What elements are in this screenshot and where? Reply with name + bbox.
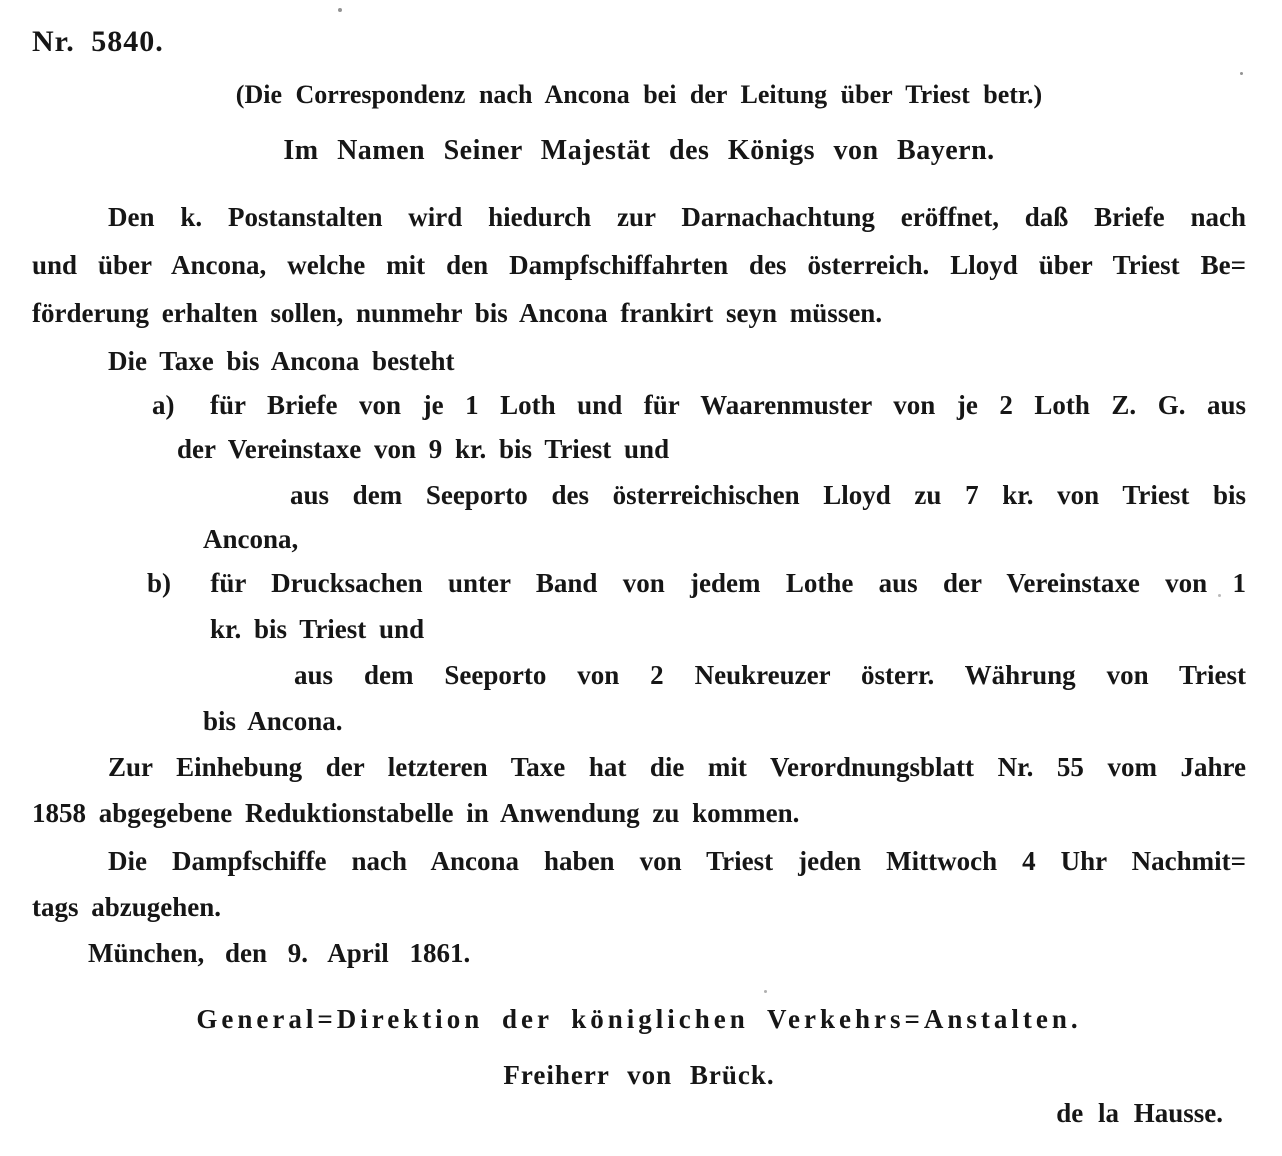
signature-name: Freiherr von Brück.: [503, 1060, 775, 1090]
list-item-a-line-2: der Vereinstaxe von 9 kr. bis Triest und: [177, 434, 670, 464]
list-item-a-line-3: aus dem Seeporto des österreichischen Lloyd zu 7 kr. von Triest bis: [290, 480, 1246, 510]
invocation-heading: Im Namen Seiner Majestät des Königs von Bayern.: [283, 135, 995, 166]
document-number: Nr. 5840.: [32, 25, 164, 58]
subject-line: (Die Correspondenz nach Ancona bei der Leitung über Triest betr.): [235, 80, 1043, 109]
paragraph-3-line-2: 1858 abgegebene Reduktionstabelle in Anwendung zu kommen.: [32, 798, 800, 828]
list-item-b-line-1: [147, 566, 1246, 600]
paragraph-4-line-2: tags abzugehen.: [32, 892, 222, 922]
paragraph-1-line-1: Den k. Postanstalten wird hiedurch zur Darnachachtung eröffnet, daß Briefe nach: [108, 202, 1246, 232]
scan-speck: [1218, 594, 1221, 597]
list-item-a-line-4: Ancona,: [203, 524, 299, 554]
list-item-b-line-3: aus dem Seeporto von 2 Neukreuzer österr. Währung von Triest: [294, 660, 1246, 690]
list-marker-b: b): [147, 568, 172, 598]
scan-speck: [764, 990, 767, 993]
paragraph-1-line-2: und über Ancona, welche mit den Dampfschiffahrten des österreich. Lloyd über Triest Be=: [32, 250, 1246, 280]
list-item-a-text: für Briefe von je 1 Loth und für Waarenmuster von je 2 Loth Z. G. aus: [210, 390, 1247, 420]
signature-organization: General=Direktion der königlichen Verkehrs=Anstalten.: [196, 1004, 1082, 1034]
scan-speck: [1148, 224, 1151, 227]
paragraph-4-line-1: Die Dampfschiffe nach Ancona haben von Triest jeden Mittwoch 4 Uhr Nachmit=: [108, 846, 1246, 876]
list-item-a-line-1: [152, 388, 1246, 422]
list-item-b-line-2: kr. bis Triest und: [210, 614, 425, 644]
scan-speck: [1240, 72, 1243, 75]
list-item-b-text: für Drucksachen unter Band von jedem Lothe aus der Vereinstaxe von 1: [210, 568, 1246, 598]
countersignature: de la Hausse.: [1056, 1098, 1223, 1128]
paragraph-2-line-1: Die Taxe bis Ancona besteht: [108, 346, 455, 376]
list-item-b-line-4: bis Ancona.: [203, 706, 343, 736]
scan-speck: [338, 8, 342, 12]
list-marker-a: a): [152, 390, 175, 420]
paragraph-1-line-3: förderung erhalten sollen, nunmehr bis Ancona frankirt seyn müssen.: [32, 298, 883, 328]
dateline: München, den 9. April 1861.: [88, 938, 471, 968]
paragraph-3-line-1: Zur Einhebung der letzteren Taxe hat die mit Verordnungsblatt Nr. 55 vom Jahre: [108, 752, 1246, 782]
